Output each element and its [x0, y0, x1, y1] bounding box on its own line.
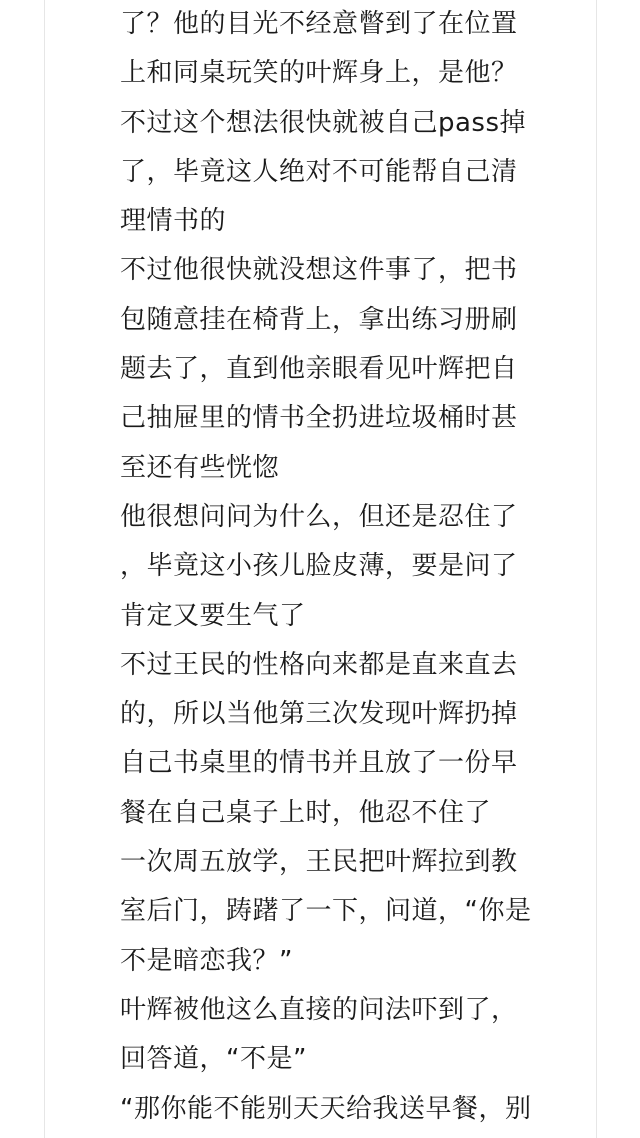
text-line: 不过王民的性格向来都是直来直去	[120, 649, 518, 680]
text-line: 他很想问问为什么，但还是忍住了	[120, 501, 518, 532]
right-margin-line	[596, 0, 597, 1138]
text-line: 己抽屉里的情书全扔进垃圾桶时甚	[120, 403, 518, 434]
text-line: 室后门，踌躇了一下，问道，“你是	[120, 896, 532, 927]
text-line: ，毕竟这小孩儿脸皮薄，要是问了	[120, 551, 518, 582]
text-line: 题去了，直到他亲眼看见叶辉把自	[120, 354, 518, 385]
text-line: 肯定又要生气了	[120, 600, 306, 631]
text-line: 至还有些恍惚	[120, 452, 280, 483]
text-line: 理情书的	[120, 206, 227, 237]
text-line: 自己书桌里的情书并且放了一份早	[120, 748, 518, 779]
text-line: 叶辉被他这么直接的问法吓到了，	[120, 994, 518, 1025]
text-line: 回答道，“不是”	[120, 1044, 307, 1075]
text-line: 餐在自己桌子上时，他忍不住了	[120, 797, 492, 828]
text-line: 不过他很快就没想这件事了，把书	[120, 255, 518, 286]
text-line: 不是暗恋我？”	[120, 945, 293, 976]
left-margin-line	[44, 0, 45, 1138]
text-line: 一次周五放学，王民把叶辉拉到教	[120, 847, 518, 878]
text-line: 的，所以当他第三次发现叶辉扔掉	[120, 699, 518, 730]
text-line: 了？他的目光不经意瞥到了在位置	[120, 9, 518, 39]
text-line: “那你能不能别天天给我送早餐，别	[120, 1093, 532, 1124]
text-line: 不过这个想法很快就被自己pass掉	[120, 107, 527, 138]
story-text	[120, 0, 530, 1134]
text-line: 了，毕竟这人绝对不可能帮自己清	[120, 156, 518, 187]
text-line: 上和同桌玩笑的叶辉身上，是他？	[120, 58, 518, 89]
text-line: 包随意挂在椅背上，拿出练习册刷	[120, 304, 518, 335]
